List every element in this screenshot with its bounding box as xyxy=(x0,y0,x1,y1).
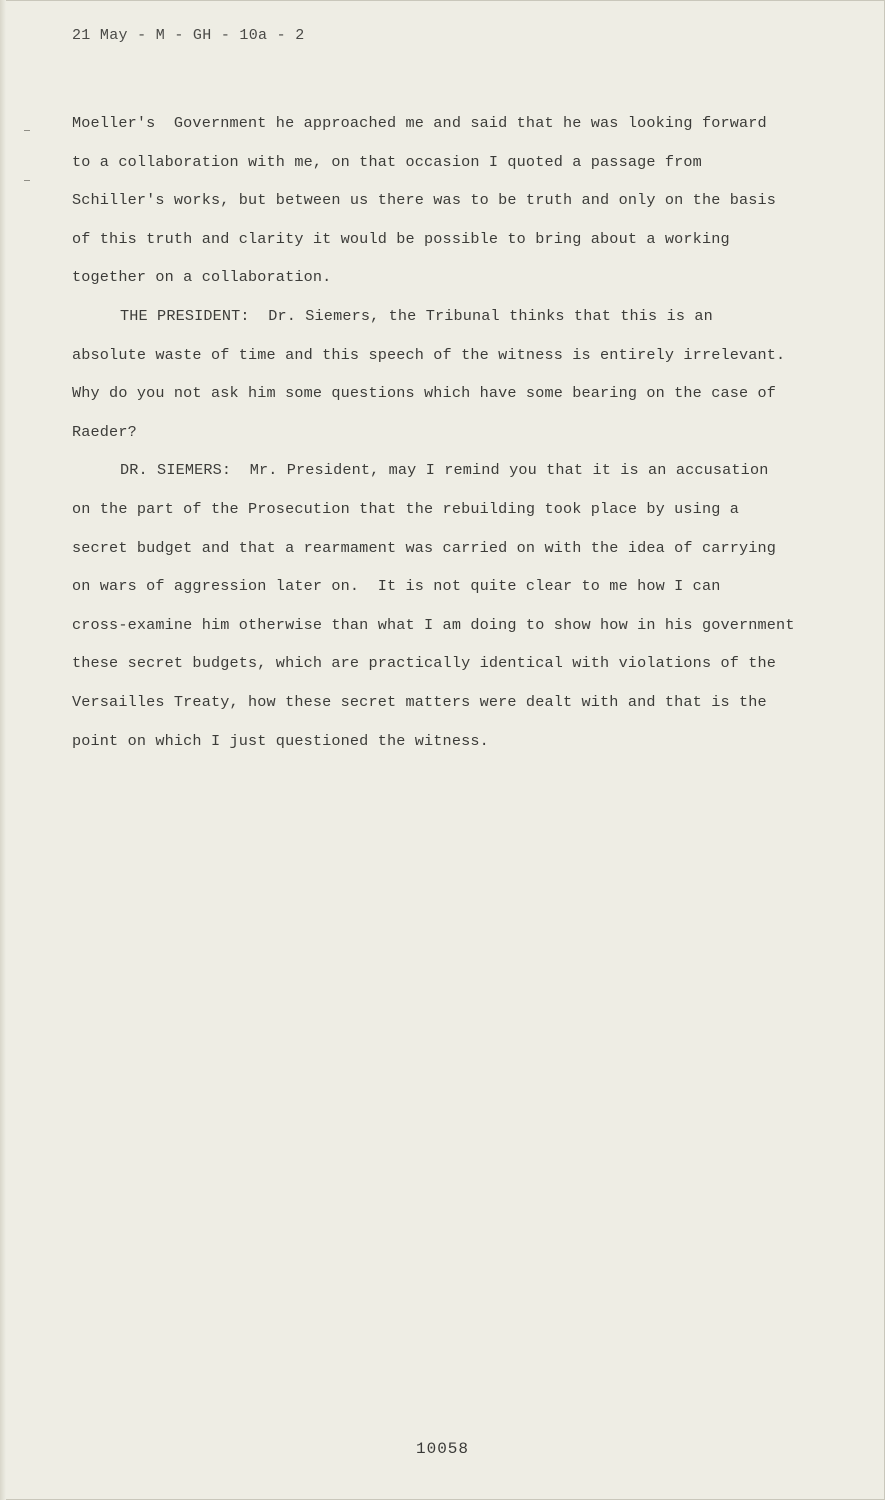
transcript-line-siemers: DR. SIEMERS: Mr. President, may I remind you that it is an accusation xyxy=(120,461,769,480)
transcript-line: absolute waste of time and this speech of the witness is entirely irrelevant. xyxy=(72,345,786,364)
transcript-line: secret budget and that a rearmament was carried on with the idea of carrying xyxy=(72,538,777,557)
document-reference: 21 May - M - GH - 10a - 2 xyxy=(72,27,305,44)
transcript-line: on the part of the Prosecution that the rebuilding took place by using a xyxy=(72,499,740,518)
transcript-line: Versailles Treaty, how these secret matters were dealt with and that is the xyxy=(72,692,767,711)
transcript-line: Raeder? xyxy=(72,422,137,441)
transcript-line: point on which I just questioned the witness. xyxy=(72,731,489,750)
transcript-line: these secret budgets, which are practically identical with violations of the xyxy=(72,654,777,673)
transcript-line: on wars of aggression later on. It is not quite clear to me how I can xyxy=(72,577,721,596)
transcript-line: Why do you not ask him some questions which have some bearing on the case of xyxy=(72,384,777,403)
transcript-line: of this truth and clarity it would be possible to bring about a working xyxy=(72,229,730,248)
page-number: 10058 xyxy=(415,1440,469,1458)
page-edge xyxy=(0,0,6,1500)
transcript-line: together on a collaboration. xyxy=(72,268,332,287)
transcript-body xyxy=(72,104,832,760)
margin-mark xyxy=(24,130,30,131)
margin-mark xyxy=(24,180,30,181)
transcript-line: to a collaboration with me, on that occasion I quoted a passage from xyxy=(72,152,702,171)
transcript-line-president: THE PRESIDENT: Dr. Siemers, the Tribunal thinks that this is an xyxy=(120,306,713,325)
transcript-line: Moeller's Government he approached me and said that he was looking forward xyxy=(72,114,767,132)
transcript-line: Schiller's works, but between us there was to be truth and only on the basis xyxy=(72,191,777,210)
transcript-line: cross-examine him otherwise than what I am doing to show how in his government xyxy=(72,615,795,634)
